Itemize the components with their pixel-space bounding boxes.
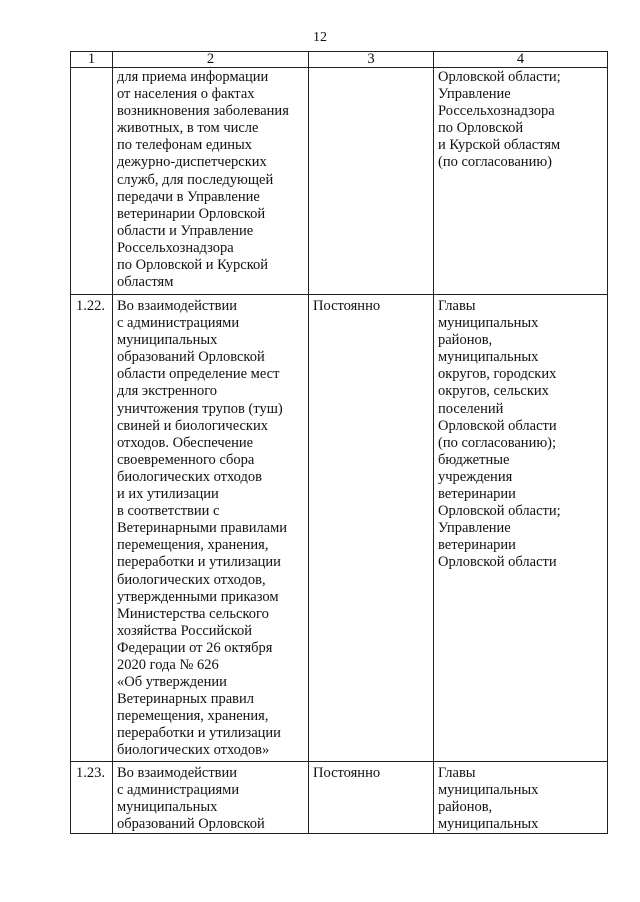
row-term: Постоянно [309, 762, 434, 834]
row-description: для приема информации от населения о фактах возникновения заболевания животных, в том числе по телефонам единых дежурно-диспетчерских служб, для последующей передачи в Управление ветеринарии Орловской области и Управление Россельхознадзора по Орловской и Курской областям [113, 68, 309, 295]
page-number: 12 [313, 30, 327, 45]
row-term: Постоянно [309, 295, 434, 762]
row-term [309, 68, 434, 295]
row-number: 1.22. [71, 295, 113, 762]
table-row [71, 68, 608, 295]
row-executors: Главы муниципальных районов, муниципальных [434, 762, 608, 834]
row-description: Во взаимодействии с администрациями муниципальных образований Орловской [113, 762, 309, 834]
row-number: 1.23. [71, 762, 113, 834]
column-header-1: 1 [71, 52, 113, 68]
document-table [70, 51, 608, 834]
table-row [71, 295, 608, 762]
row-description: Во взаимодействии с администрациями муниципальных образований Орловской области определение мест для экстренного уничтожения трупов (туш) свиней и биологических отходов. Обеспечение своевременного сбора биологических отходов и их утилизации в соответствии с Ветеринарными правилами перемещения, хранения, переработки и утилизации биологических отходов, утвержденными приказом Министерства сельского хозяйства Российской Федерации от 26 октября 2020 года № 626 «Об утверждении Ветеринарных правил перемещения, хранения, переработки и утилизации биологических отходов» [113, 295, 309, 762]
row-number [71, 68, 113, 295]
row-executors: Главы муниципальных районов, муниципальных округов, городских округов, сельских поселений Орловской области (по согласованию); бюджетные учреждения ветеринарии Орловской области; Управление ветеринарии Орловской области [434, 295, 608, 762]
row-executors: Орловской области; Управление Россельхознадзора по Орловской и Курской областям (по согласованию) [434, 68, 608, 295]
table-header-row [71, 52, 608, 68]
column-header-3: 3 [309, 52, 434, 68]
column-header-4: 4 [434, 52, 608, 68]
table-row [71, 762, 608, 834]
column-header-2: 2 [113, 52, 309, 68]
